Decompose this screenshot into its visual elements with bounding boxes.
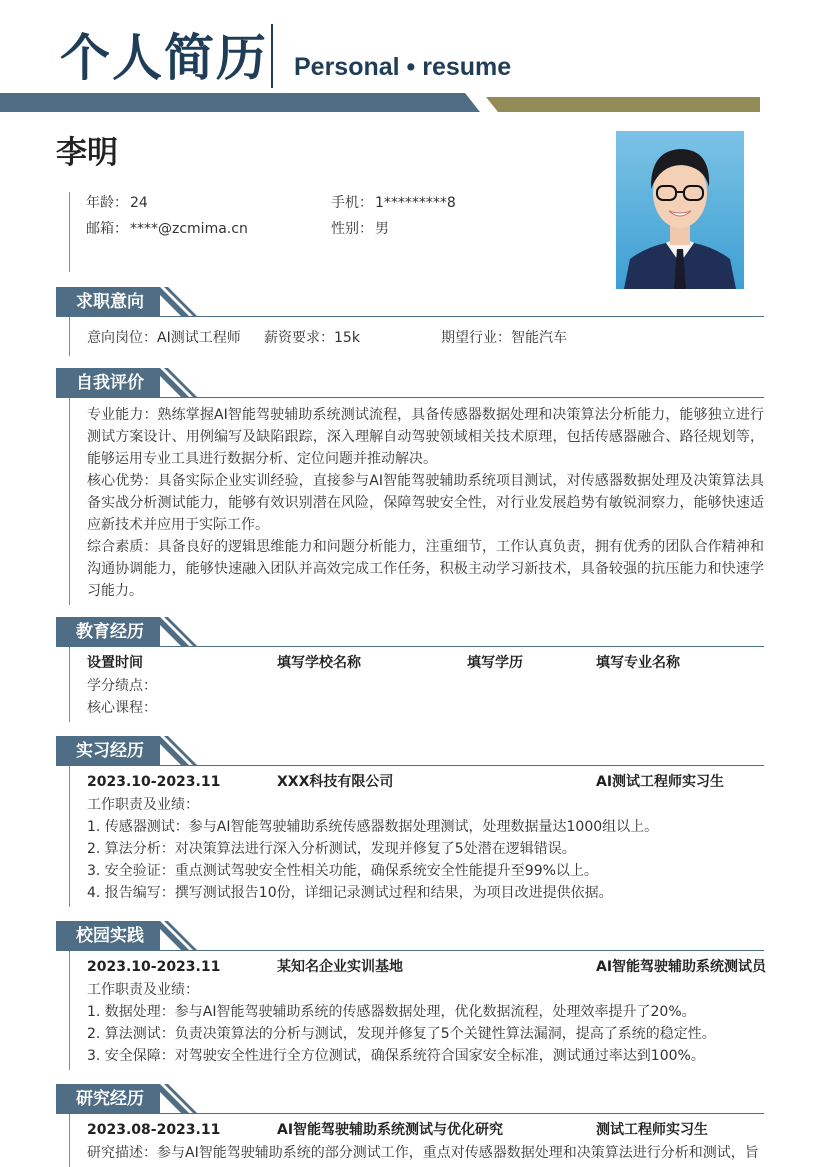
self-paragraph-strengths: 核心优势：具备实际企业实训经验，直接参与AI智能驾驶辅助系统项目测试，对传感器数据处理及决策算法具备实战分析测试能力，能够有效识别潜在风险，保障驾驶安全性，对行业发展趋势有敏锐洞察力，能够快速适应新技术并应用于实际工作。: [87, 473, 764, 533]
header-stripes-icon: [152, 287, 202, 317]
profile-photo: [616, 131, 744, 289]
campus-org: 某知名企业实训基地: [277, 959, 403, 975]
campus-time: 2023.10-2023.11: [87, 959, 221, 975]
header-stripes-icon: [152, 736, 202, 766]
phone-label: 手机：: [331, 195, 373, 211]
age-row: [86, 193, 148, 213]
edu-gpa: 学分绩点：: [87, 678, 157, 694]
edu-major: 填写专业名称: [596, 655, 680, 671]
gender-label: 性别：: [331, 221, 373, 237]
intent-industry: 期望行业：智能汽车: [441, 330, 567, 346]
gender-value: 男: [375, 221, 389, 237]
header-stripes-icon: [152, 1084, 202, 1114]
list-item: 2. 算法测试：负责决策算法的分析与测试，发现并修复了5个关键性算法漏洞，提高了系统的稳定性。: [87, 1026, 716, 1042]
section-header: [56, 736, 764, 766]
header-stripes-icon: [152, 921, 202, 951]
intent-position: 意向岗位：AI测试工程师: [87, 330, 241, 346]
email-row: [86, 219, 248, 239]
research-description: 研究描述：参与AI智能驾驶辅助系统的部分测试工作，重点对传感器数据处理和决策算法进行分析和测试，旨: [87, 1145, 759, 1161]
email-value: ****@zcmima.cn: [130, 221, 248, 237]
section-intent: [56, 287, 764, 356]
email-label: 邮箱：: [86, 221, 128, 237]
list-item: 4. 报告编写：撰写测试报告10份，详细记录测试过程和结果，为项目改进提供依据。: [87, 885, 613, 901]
edu-courses: 核心课程：: [87, 700, 157, 716]
gender-row: [331, 219, 389, 239]
phone-value: 1*********8: [375, 195, 456, 211]
intern-company: XXX科技有限公司: [277, 774, 394, 790]
section-title: 校园实践: [76, 926, 144, 946]
research-project: AI智能驾驶辅助系统测试与优化研究: [277, 1122, 504, 1138]
section-campus: [56, 921, 767, 1070]
section-header: [56, 617, 764, 647]
header-stripes-icon: [152, 368, 202, 398]
header-divider: [271, 24, 273, 88]
list-item: 3. 安全保障：对驾驶安全性进行全方位测试，确保系统符合国家安全标准，测试通过率达到100%。: [87, 1048, 705, 1064]
phone-row: [331, 193, 456, 213]
section-self-evaluation: [56, 368, 764, 605]
self-paragraph-qualities: 综合素质：具备良好的逻辑思维能力和问题分析能力，注重细节，工作认真负责，拥有优秀的团队合作精神和沟通协调能力，能够快速融入团队并高效完成工作任务，积极主动学习新技术，具备较强的抗压能力和快速学习能力。: [87, 539, 764, 599]
section-title: 实习经历: [76, 741, 144, 761]
research-time: 2023.08-2023.11: [87, 1122, 221, 1138]
section-header: [56, 287, 764, 317]
campus-role: AI智能驾驶辅助系统测试员: [596, 959, 767, 975]
section-title: 自我评价: [76, 373, 144, 393]
resume-title: 个人简历: [60, 29, 268, 87]
intent-salary: 薪资要求：15k: [264, 330, 360, 346]
basic-info-bar: [69, 192, 70, 272]
edu-school: 填写学校名称: [277, 655, 361, 671]
list-item: 1. 数据处理：参与AI智能驾驶辅助系统的传感器数据处理，优化数据流程，处理效率提升了20%。: [87, 1004, 696, 1020]
section-research: [56, 1084, 764, 1167]
section-header: [56, 368, 764, 398]
header-band-gold: [486, 97, 760, 112]
section-education: [56, 617, 764, 722]
candidate-name: 李明: [56, 135, 118, 171]
header-stripes-icon: [152, 617, 202, 647]
section-title: 教育经历: [76, 622, 144, 642]
intern-duty-label: 工作职责及业绩：: [87, 797, 199, 813]
self-paragraph-skills: 专业能力：熟练掌握AI智能驾驶辅助系统测试流程，具备传感器数据处理和决策算法分析能力，能够独立进行测试方案设计、用例编写及缺陷跟踪，深入理解自动驾驶领域相关技术原理，包括传感器融合、路径规划等，能够运用专业工具进行数据分析、定位问题并推动解决。: [87, 407, 764, 467]
age-value: 24: [130, 195, 148, 211]
section-internship: [56, 736, 764, 907]
section-header: [56, 921, 764, 951]
section-title: 求职意向: [76, 292, 144, 312]
list-item: 1. 传感器测试：参与AI智能驾驶辅助系统传感器数据处理测试，处理数据量达1000组以上。: [87, 819, 659, 835]
campus-duty-label: 工作职责及业绩：: [87, 982, 199, 998]
list-item: 2. 算法分析：对决策算法进行深入分析测试，发现并修复了5处潜在逻辑错误。: [87, 841, 576, 857]
edu-time: 设置时间: [87, 655, 143, 671]
intern-time: 2023.10-2023.11: [87, 774, 221, 790]
resume-subtitle: Personal • resume: [294, 53, 512, 81]
section-title: 研究经历: [76, 1089, 144, 1109]
research-role: 测试工程师实习生: [596, 1122, 708, 1138]
header-band-blue: [0, 93, 480, 112]
intern-role: AI测试工程师实习生: [596, 774, 725, 790]
section-header: [56, 1084, 764, 1114]
age-label: 年龄：: [86, 195, 128, 211]
list-item: 3. 安全验证：重点测试驾驶安全性相关功能，确保系统安全性能提升至99%以上。: [87, 863, 598, 879]
edu-degree: 填写学历: [467, 655, 523, 671]
